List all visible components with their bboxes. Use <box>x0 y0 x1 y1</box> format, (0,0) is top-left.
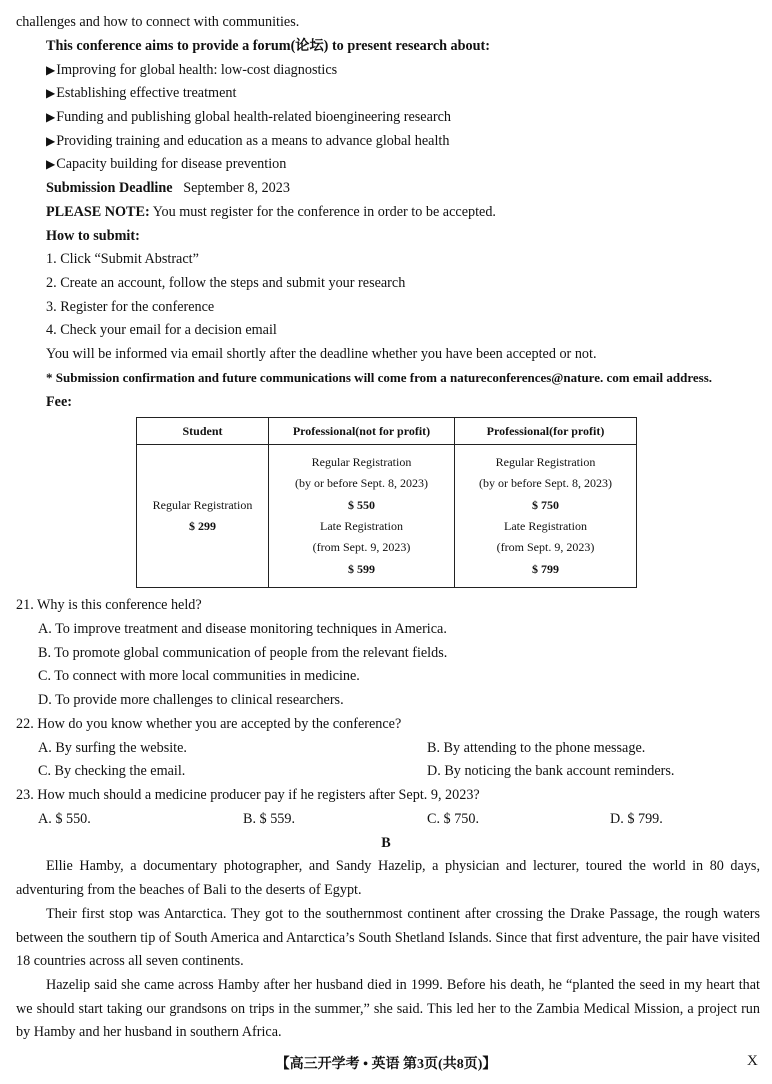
intro-line: challenges and how to connect with communities. <box>16 14 300 30</box>
section-heading: B <box>381 835 391 851</box>
bullet-item: ▶Capacity building for disease prevention <box>46 156 287 172</box>
fee-header-student: Student <box>137 418 269 445</box>
please-note: PLEASE NOTE: You must register for the conference in order to be accepted. <box>46 204 496 220</box>
arrow-icon: ▶ <box>46 63 56 77</box>
answer-option[interactable]: A. To improve treatment and disease monitoring techniques in America. <box>38 621 447 637</box>
arrow-icon: ▶ <box>46 86 56 100</box>
fee-header-profit: Professional(for profit) <box>455 418 637 445</box>
submit-step: 2. Create an account, follow the steps and submit your research <box>46 275 406 291</box>
fee-label: Fee: <box>46 394 72 410</box>
confirmation-text: * Submission confirmation and future communications will come from a natureconferences@nature. com email address. <box>46 370 713 385</box>
arrow-icon: ▶ <box>46 157 56 171</box>
passage-paragraph: Hazelip said she came across Hamby after her husband died in 1999. Before his death, he “planted the seed in my heart that we should start taking our grandsons on trips in the summer,” she said. This led her to the Zambia Medical Mission, a project run by Hamby and her husband in southern Africa. <box>16 977 760 1041</box>
answer-option[interactable]: C. To connect with more local communities in medicine. <box>38 668 360 684</box>
bullet-item: ▶Improving for global health: low-cost diagnostics <box>46 62 338 78</box>
arrow-icon: ▶ <box>46 110 56 124</box>
answer-option[interactable]: D. To provide more challenges to clinical researchers. <box>38 692 344 708</box>
submission-deadline: Submission Deadline September 8, 2023 <box>46 180 290 196</box>
submit-step: 1. Click “Submit Abstract” <box>46 251 199 267</box>
question-stem: 23. How much should a medicine producer pay if he registers after Sept. 9, 2023? <box>16 787 480 803</box>
fee-table <box>136 417 637 588</box>
fee-cell-student: Regular Registration $ 299 <box>137 445 269 588</box>
question-stem: 21. Why is this conference held? <box>16 597 202 613</box>
fee-header-nonprofit: Professional(not for profit) <box>269 418 455 445</box>
answer-option[interactable]: C. $ 750. <box>427 811 480 827</box>
question-stem: 22. How do you know whether you are accepted by the conference? <box>16 716 402 732</box>
informed-text: You will be informed via email shortly after the deadline whether you have been accepted or not. <box>46 346 597 362</box>
submit-step: 3. Register for the conference <box>46 299 215 315</box>
forum-heading: This conference aims to provide a forum(论坛) to present research about: <box>46 38 490 54</box>
submit-step: 4. Check your email for a decision email <box>46 322 277 338</box>
bullet-item: ▶Establishing effective treatment <box>46 85 237 101</box>
answer-option[interactable]: A. $ 550. <box>38 811 91 827</box>
page-footer: 【高三开学考 • 英语 第3页(共8页)】 <box>275 1057 497 1072</box>
how-to-submit-label: How to submit: <box>46 228 140 244</box>
answer-option[interactable]: A. By surfing the website. <box>38 740 187 756</box>
fee-cell-nonprofit: Regular Registration (by or before Sept. 8, 2023) $ 550 Late Registration (from Sept. 9, 2023) $ 599 <box>269 445 455 588</box>
answer-option[interactable]: B. To promote global communication of people from the relevant fields. <box>38 645 448 661</box>
fee-cell-profit: Regular Registration (by or before Sept. 8, 2023) $ 750 Late Registration (from Sept. 9, 2023) $ 799 <box>455 445 637 588</box>
answer-option[interactable]: D. By noticing the bank account reminders. <box>427 763 675 779</box>
answer-option[interactable]: D. $ 799. <box>610 811 663 827</box>
passage-paragraph: Ellie Hamby, a documentary photographer, and Sandy Hazelip, a physician and lecturer, toured the world in 80 days, adventuring from the beaches of Bali to the deserts of Egypt. <box>16 858 760 898</box>
bullet-item: ▶Funding and publishing global health-related bioengineering research <box>46 109 452 125</box>
fee-table-row <box>137 445 637 588</box>
bullet-item: ▶Providing training and education as a means to advance global health <box>46 133 450 149</box>
arrow-icon: ▶ <box>46 134 56 148</box>
passage-paragraph: Their first stop was Antarctica. They got to the southernmost continent after crossing the Drake Passage, the rough waters between the southern tip of South America and Antarctica’s South Shetland Islands. Since that first adventure, the pair have visited 18 countries across all seven continents. <box>16 906 760 970</box>
fee-table-header-row <box>137 418 637 445</box>
answer-option[interactable]: B. $ 559. <box>243 811 296 827</box>
footer-mark: X <box>747 1053 758 1069</box>
answer-option[interactable]: C. By checking the email. <box>38 763 186 779</box>
answer-option[interactable]: B. By attending to the phone message. <box>427 740 646 756</box>
